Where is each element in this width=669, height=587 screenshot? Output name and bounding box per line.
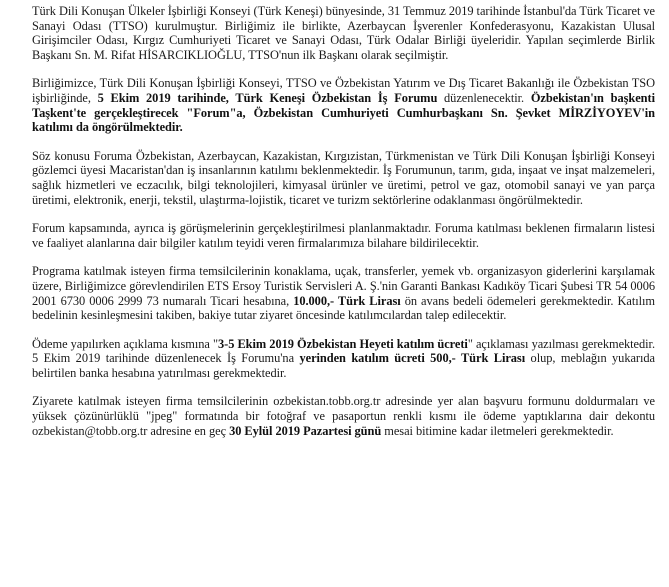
text-run: mesai bitimine kadar iletmeleri gerekmektedir. — [381, 423, 614, 438]
paragraph-payment-description — [32, 337, 655, 381]
paragraph-uzbekistan-forum — [32, 76, 655, 134]
bold-text-run: 30 Eylül 2019 Pazartesi günü — [229, 423, 382, 438]
bold-text-run: 5 Ekim 2019 tarihinde, Türk Keneşi Özbekistan İş Forumu — [97, 90, 438, 105]
bold-text-run: 3-5 Ekim 2019 Özbekistan Heyeti katılım ücreti — [217, 336, 468, 351]
text-run: " açıklaması yazılması gerekmektedir. 5 Ekim 2019 tarihinde düzenlenecek İş Forumu'na — [32, 336, 655, 366]
text-run: düzenlenecektir. — [437, 90, 531, 105]
paragraph-ttso-founding — [32, 4, 655, 62]
text-run: Birliğimizce, Türk Dili Konuşan İşbirliği Konseyi, TTSO ve Özbekistan Yatırım ve Dış Ticaret Bakanlığı ile Özbekistan TSO işbirliğinde, — [32, 76, 655, 105]
text-run: Söz konusu Foruma Özbekistan, Azerbaycan, Kazakistan, Kırgızistan, Türkmenistan ve Türk Dili Konuşan İşbirliği Konseyi gözlemci üyesi Macaristan'dan iş insanlarının katılımı beklenmektedir. İş Forumunun, tarım, gıda, inşaat ve inşat malzemeleri, sağlık hizmetleri ve eczacılık, bilgi teknolojileri, kimyasal ürünler ve üretimi, petrol ve gaz, otomobil sanayi ve yan parça üretimi, elektronik, enerji, tekstil, ulaştırma-lojistik, ticaret ve turizm sektörlerine odaklanması öngörülmektedir. — [32, 148, 655, 207]
bold-text-run: 10.000,- Türk Lirası — [293, 293, 401, 308]
text-run: Ziyarete katılmak isteyen firma temsilcilerinin ozbekistan.tobb.org.tr adresinde yer alan başvuru formunu doldurmaları ve yüksek çözünürlüklü "jpeg" formatında bir fotoğraf ve pasaportun renkli kısmı ile ödeme yaptıklarına dair dekontu ozbekistan@tobb.org.tr adresine en geç — [32, 394, 655, 438]
paragraph-business-meetings — [32, 221, 655, 250]
text-run: Ödeme yapılırken açıklama kısmına " — [32, 336, 218, 351]
text-run: ön avans bedeli ödemeleri gerekmektedir. Katılım bedelinin kesinleşmesini takiben, bakiye tutar ziyaret öncesinde katılımcılardan talep edilecektir. — [32, 293, 655, 323]
text-run: Türk Dili Konuşan Ülkeler İşbirliği Konseyi (Türk Keneşi) bünyesinde, 31 Temmuz 2019 tarihinde İstanbul'da Türk Ticaret ve Sanayi Odası (TTSO) kurulmuştur. Birliğimiz ile birlikte, Azerbaycan İşverenler Konfederasyonu, Kazakistan Ulusal Girişimciler Odası, Kırgız Cumhuriyeti Ticaret ve Sanayi Odası, Türk Odalar Birliği üyeleridir. Yapılan seçimlerde Birlik Başkanı Sn. M. Rifat HİSARCIKLIOĞLU, TTSO'nun ilk Başkanı olarak seçilmiştir. — [32, 4, 655, 62]
bold-text-run: Özbekistan'ın başkenti Taşkent'te gerçekleştirecek "Forum"a, Özbekistan Cumhuriyeti Cumhurbaşkanı Sn. Şevket MİRZİYOYEV'in katılımı da öngörülmektedir. — [32, 90, 655, 135]
paragraph-participants-sectors — [32, 149, 655, 207]
bold-text-run: yerinden katılım ücreti 500,- Türk Lirası — [299, 351, 526, 366]
paragraph-application-deadline — [32, 394, 655, 438]
text-run: Programa katılmak isteyen firma temsilcilerinin konaklama, uçak, transferler, yemek vb. organizasyon giderlerini karşılamak üzere, Birliğimizce görevlendirilen ETS Ersoy Turistik Servisleri A. Ş.'nin Garanti Bankası Kadıköy Ticari Şubesi TR 54 0006 2001 6730 0006 2999 73 numaralı Ticari hesabına, — [32, 264, 655, 308]
text-run: olup, meblağın yukarıda belirtilen banka hesabına yatırılması gerekmektedir. — [32, 351, 655, 380]
text-run: Forum kapsamında, ayrıca iş görüşmelerinin gerçekleştirilmesi planlanmaktadır. Foruma katılması beklenen firmaların listesi ve faaliyet alanlarına dair bilgiler katılım teyidi veren firmalarımıza bilahare bildirilecektir. — [32, 221, 655, 250]
paragraph-payment-details — [32, 264, 655, 322]
